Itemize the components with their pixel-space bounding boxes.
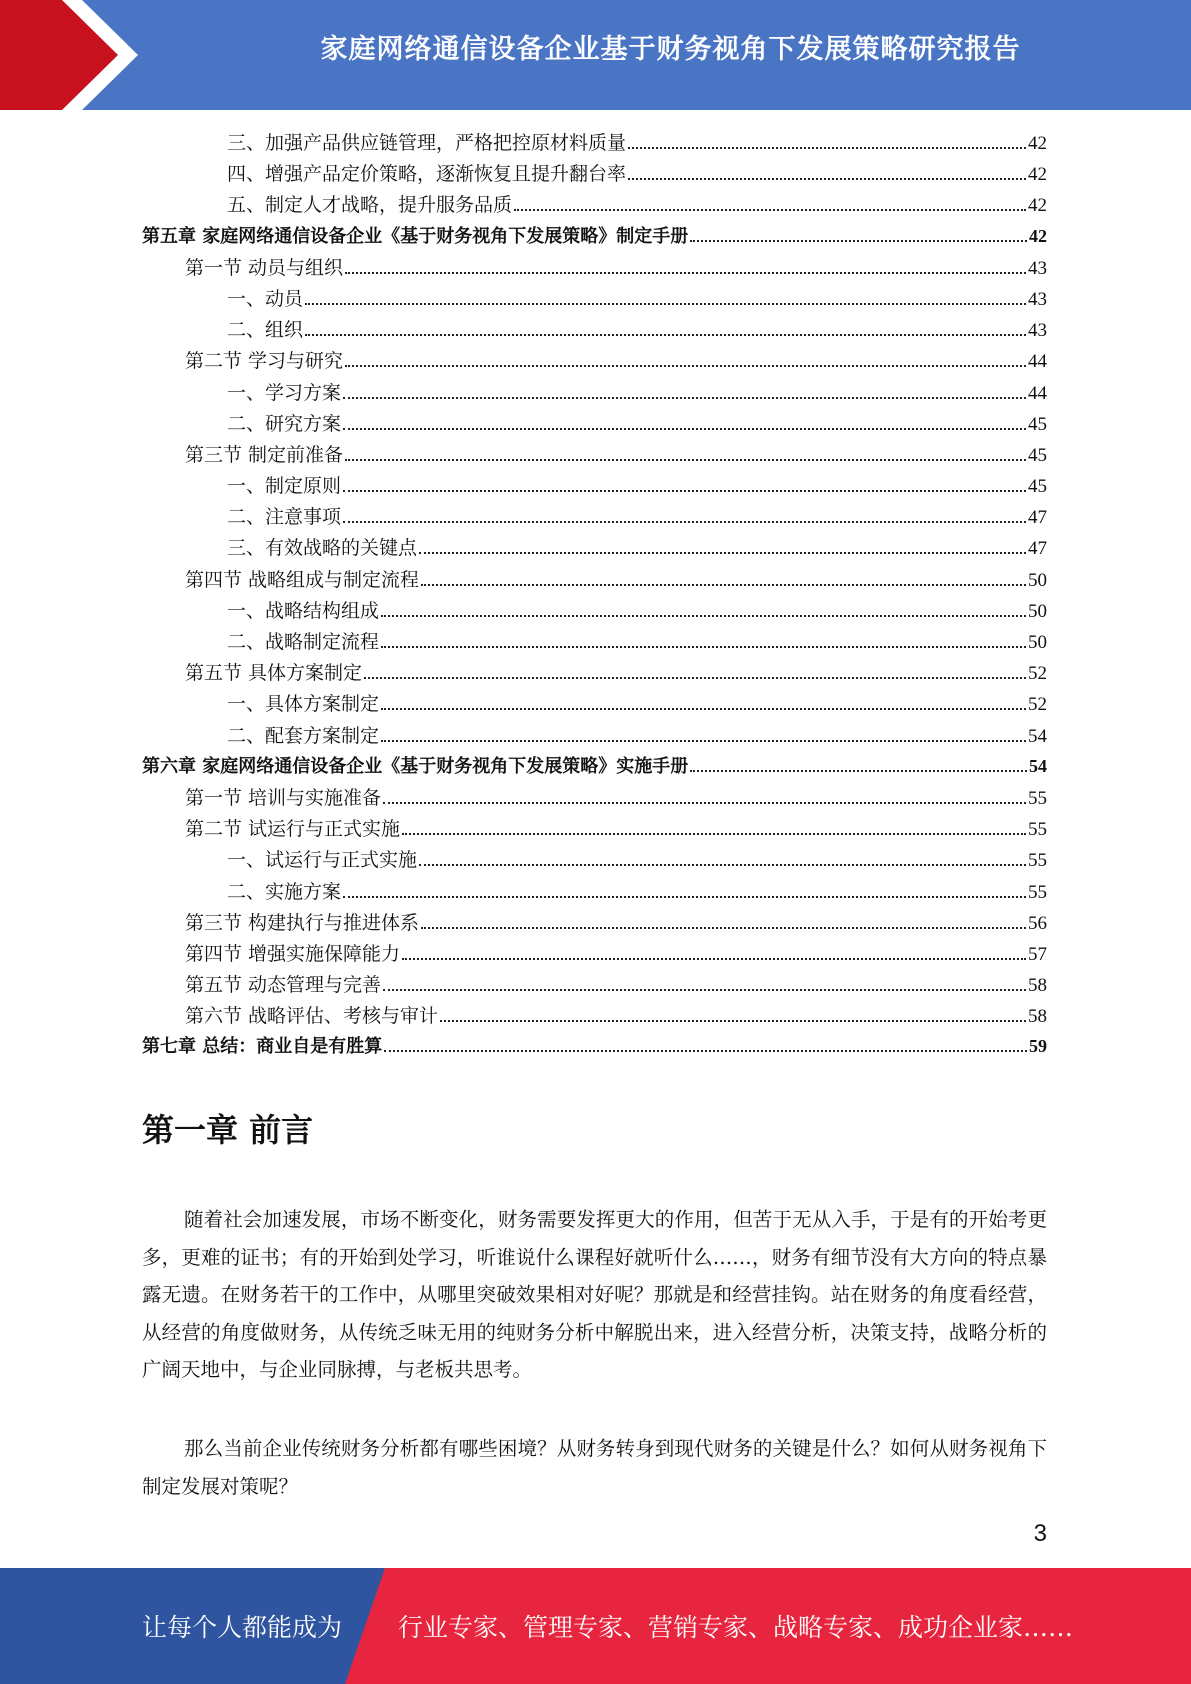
- toc-chapter-entry[interactable]: [142, 752, 1047, 783]
- toc-entry-label: 第六节 战略评估、考核与审计: [185, 1005, 439, 1028]
- toc-leader-dots: [383, 801, 1026, 804]
- table-of-contents: [142, 128, 1047, 1064]
- toc-leader-dots: [343, 427, 1026, 430]
- toc-subsection-entry[interactable]: [142, 471, 1047, 502]
- toc-subsection-entry[interactable]: [142, 689, 1047, 720]
- toc-leader-dots: [384, 1049, 1027, 1052]
- toc-entry-page: 43: [1028, 320, 1047, 342]
- toc-entry-label: 一、学习方案: [227, 381, 342, 404]
- toc-leader-dots: [343, 396, 1026, 399]
- toc-leader-dots: [690, 769, 1027, 772]
- toc-subsection-entry[interactable]: [142, 128, 1047, 159]
- toc-leader-dots: [343, 520, 1026, 523]
- toc-entry-label: 二、战略制定流程: [227, 631, 380, 653]
- toc-entry-page: 50: [1028, 569, 1047, 591]
- toc-entry-label: 第五节 动态管理与完善: [185, 974, 382, 997]
- page-header: [0, 0, 1191, 110]
- toc-entry-label: 第二节 试运行与正式实施: [185, 818, 401, 841]
- toc-entry-page: 50: [1028, 600, 1047, 622]
- toc-subsection-entry[interactable]: [142, 845, 1047, 876]
- report-title: 家庭网络通信设备企业基于财务视角下发展策略研究报告: [320, 34, 1021, 65]
- toc-leader-dots: [343, 489, 1026, 492]
- toc-entry-label: 一、试运行与正式实施: [227, 849, 418, 872]
- toc-entry-label: 第一节 培训与实施准备: [185, 786, 382, 809]
- toc-subsection-entry[interactable]: [142, 159, 1047, 190]
- toc-section-entry[interactable]: [142, 970, 1047, 1001]
- toc-entry-page: 58: [1028, 975, 1047, 997]
- toc-chapter-entry[interactable]: [142, 222, 1047, 253]
- toc-entry-label: 第六章 家庭网络通信设备企业《基于财务视角下发展策略》实施手册: [142, 755, 689, 777]
- toc-entry-page: 57: [1028, 943, 1047, 965]
- toc-entry-label: 一、战略结构组成: [227, 599, 380, 622]
- toc-entry-label: 第四节 增强实施保障能力: [185, 942, 401, 965]
- toc-subsection-entry[interactable]: [142, 721, 1047, 752]
- toc-entry-label: 第四节 战略组成与制定流程: [185, 568, 420, 591]
- toc-subsection-entry[interactable]: [142, 596, 1047, 627]
- toc-entry-label: 一、制定原则: [227, 475, 342, 498]
- header-red-arrow: [0, 0, 150, 110]
- toc-leader-dots: [345, 364, 1026, 367]
- toc-leader-dots: [419, 551, 1026, 554]
- toc-leader-dots: [383, 988, 1026, 991]
- toc-entry-label: 一、具体方案制定: [227, 693, 380, 716]
- toc-entry-page: 54: [1029, 755, 1047, 776]
- toc-section-entry[interactable]: [142, 440, 1047, 471]
- toc-entry-page: 54: [1028, 725, 1047, 747]
- toc-entry-label: 三、有效战略的关键点: [227, 537, 418, 560]
- toc-section-entry[interactable]: [142, 1001, 1047, 1032]
- chapter-heading: 第一章 前言: [142, 1111, 314, 1149]
- toc-entry-page: 43: [1028, 257, 1047, 279]
- toc-leader-dots: [345, 271, 1026, 274]
- toc-leader-dots: [421, 926, 1026, 929]
- toc-leader-dots: [381, 707, 1026, 710]
- toc-section-entry[interactable]: [142, 814, 1047, 845]
- toc-subsection-entry[interactable]: [142, 190, 1047, 221]
- toc-entry-page: 55: [1028, 819, 1047, 841]
- toc-subsection-entry[interactable]: [142, 877, 1047, 908]
- toc-leader-dots: [514, 208, 1026, 211]
- toc-subsection-entry[interactable]: [142, 627, 1047, 658]
- toc-entry-page: 47: [1028, 538, 1047, 560]
- toc-entry-page: 55: [1028, 850, 1047, 872]
- toc-entry-page: 45: [1028, 413, 1047, 435]
- toc-entry-label: 一、动员: [227, 287, 304, 310]
- toc-leader-dots: [364, 676, 1026, 679]
- toc-leader-dots: [381, 614, 1026, 617]
- toc-entry-page: 52: [1028, 663, 1047, 685]
- toc-entry-page: 45: [1028, 476, 1047, 498]
- toc-entry-label: 第三节 制定前准备: [185, 443, 344, 466]
- toc-entry-label: 第二节 学习与研究: [185, 350, 344, 373]
- toc-entry-page: 55: [1028, 787, 1047, 809]
- toc-entry-label: 二、配套方案制定: [227, 724, 380, 747]
- toc-entry-page: 42: [1028, 195, 1047, 217]
- toc-entry-label: 第一节 动员与组织: [185, 256, 344, 279]
- toc-entry-page: 44: [1028, 351, 1047, 373]
- toc-leader-dots: [402, 957, 1026, 960]
- toc-section-entry[interactable]: [142, 565, 1047, 596]
- toc-entry-page: 45: [1028, 444, 1047, 466]
- page-footer: [0, 1568, 1191, 1684]
- toc-leader-dots: [305, 333, 1026, 336]
- toc-leader-dots: [381, 645, 1026, 648]
- toc-leader-dots: [343, 895, 1026, 898]
- toc-entry-page: 44: [1028, 382, 1047, 404]
- toc-entry-label: 第五章 家庭网络通信设备企业《基于财务视角下发展策略》制定手册: [142, 225, 689, 247]
- toc-section-entry[interactable]: [142, 253, 1047, 284]
- toc-section-entry[interactable]: [142, 908, 1047, 939]
- toc-subsection-entry[interactable]: [142, 378, 1047, 409]
- toc-entry-label: 二、研究方案: [227, 412, 342, 435]
- toc-entry-page: 42: [1028, 133, 1047, 154]
- toc-entry-page: 43: [1028, 288, 1047, 310]
- toc-entry-page: 58: [1028, 1006, 1047, 1028]
- toc-entry-label: 三、加强产品供应链管理，严格把控原材料质量: [227, 132, 627, 154]
- toc-section-entry[interactable]: [142, 783, 1047, 814]
- toc-entry-page: 42: [1029, 225, 1047, 246]
- toc-entry-page: 47: [1028, 507, 1047, 529]
- toc-subsection-entry[interactable]: [142, 533, 1047, 564]
- toc-subsection-entry[interactable]: [142, 284, 1047, 315]
- toc-entry-label: 二、组织: [227, 319, 304, 342]
- toc-subsection-entry[interactable]: [142, 315, 1047, 346]
- toc-leader-dots: [628, 177, 1026, 180]
- toc-entry-label: 第七章 总结：商业自是有胜算: [142, 1036, 383, 1058]
- toc-section-entry[interactable]: [142, 346, 1047, 377]
- toc-subsection-entry[interactable]: [142, 502, 1047, 533]
- toc-entry-page: 59: [1029, 1036, 1047, 1057]
- toc-entry-page: 42: [1028, 164, 1047, 186]
- toc-leader-dots: [305, 302, 1026, 305]
- toc-subsection-entry[interactable]: [142, 409, 1047, 440]
- toc-section-entry[interactable]: [142, 658, 1047, 689]
- toc-entry-page: 52: [1028, 694, 1047, 716]
- toc-entry-page: 55: [1028, 881, 1047, 903]
- page-number: 3: [1033, 1520, 1047, 1547]
- toc-entry-label: 二、实施方案: [227, 880, 342, 903]
- toc-chapter-entry[interactable]: [142, 1032, 1047, 1063]
- toc-leader-dots: [345, 458, 1026, 461]
- body-paragraph-1: 随着社会加速发展，市场不断变化，财务需要发挥更大的作用，但苦于无从入手，于是有的开始考更多，更难的证书；有的开始到处学习，听谁说什么课程好就听什么……，财务有细节没有大方向的特点暴露无遗。在财务若干的工作中，从哪里突破效果相对好呢？那就是和经营挂钩。站在财务的角度看经营，从经营的角度做财务，从传统乏味无用的纯财务分析中解脱出来，进入经营分析，决策支持，战略分析的广阔天地中，与企业同脉搏，与老板共思考。: [142, 1208, 1047, 1381]
- toc-leader-dots: [381, 739, 1026, 742]
- toc-entry-label: 四、增强产品定价策略，逐渐恢复且提升翻台率: [227, 163, 627, 186]
- toc-leader-dots: [690, 239, 1027, 242]
- toc-entry-label: 第三节 构建执行与推进体系: [185, 911, 420, 934]
- toc-entry-label: 二、注意事项: [227, 506, 342, 529]
- toc-leader-dots: [419, 863, 1026, 866]
- toc-leader-dots: [421, 583, 1026, 586]
- toc-section-entry[interactable]: [142, 939, 1047, 970]
- footer-slogan-left: 让每个人都能成为: [142, 1613, 343, 1642]
- toc-entry-label: 五、制定人才战略，提升服务品质: [227, 194, 513, 217]
- toc-entry-page: 56: [1028, 912, 1047, 934]
- body-paragraph-2: 那么当前企业传统财务分析都有哪些困境？从财务转身到现代财务的关键是什么？如何从财务视角下制定发展对策呢？: [142, 1437, 1047, 1498]
- toc-entry-page: 50: [1028, 632, 1047, 653]
- toc-leader-dots: [628, 146, 1026, 149]
- toc-leader-dots: [440, 1019, 1026, 1022]
- toc-leader-dots: [402, 832, 1026, 835]
- toc-entry-label: 第五节 具体方案制定: [185, 662, 363, 685]
- footer-slogan-right: 行业专家、管理专家、营销专家、战略专家、成功企业家……: [398, 1613, 1074, 1642]
